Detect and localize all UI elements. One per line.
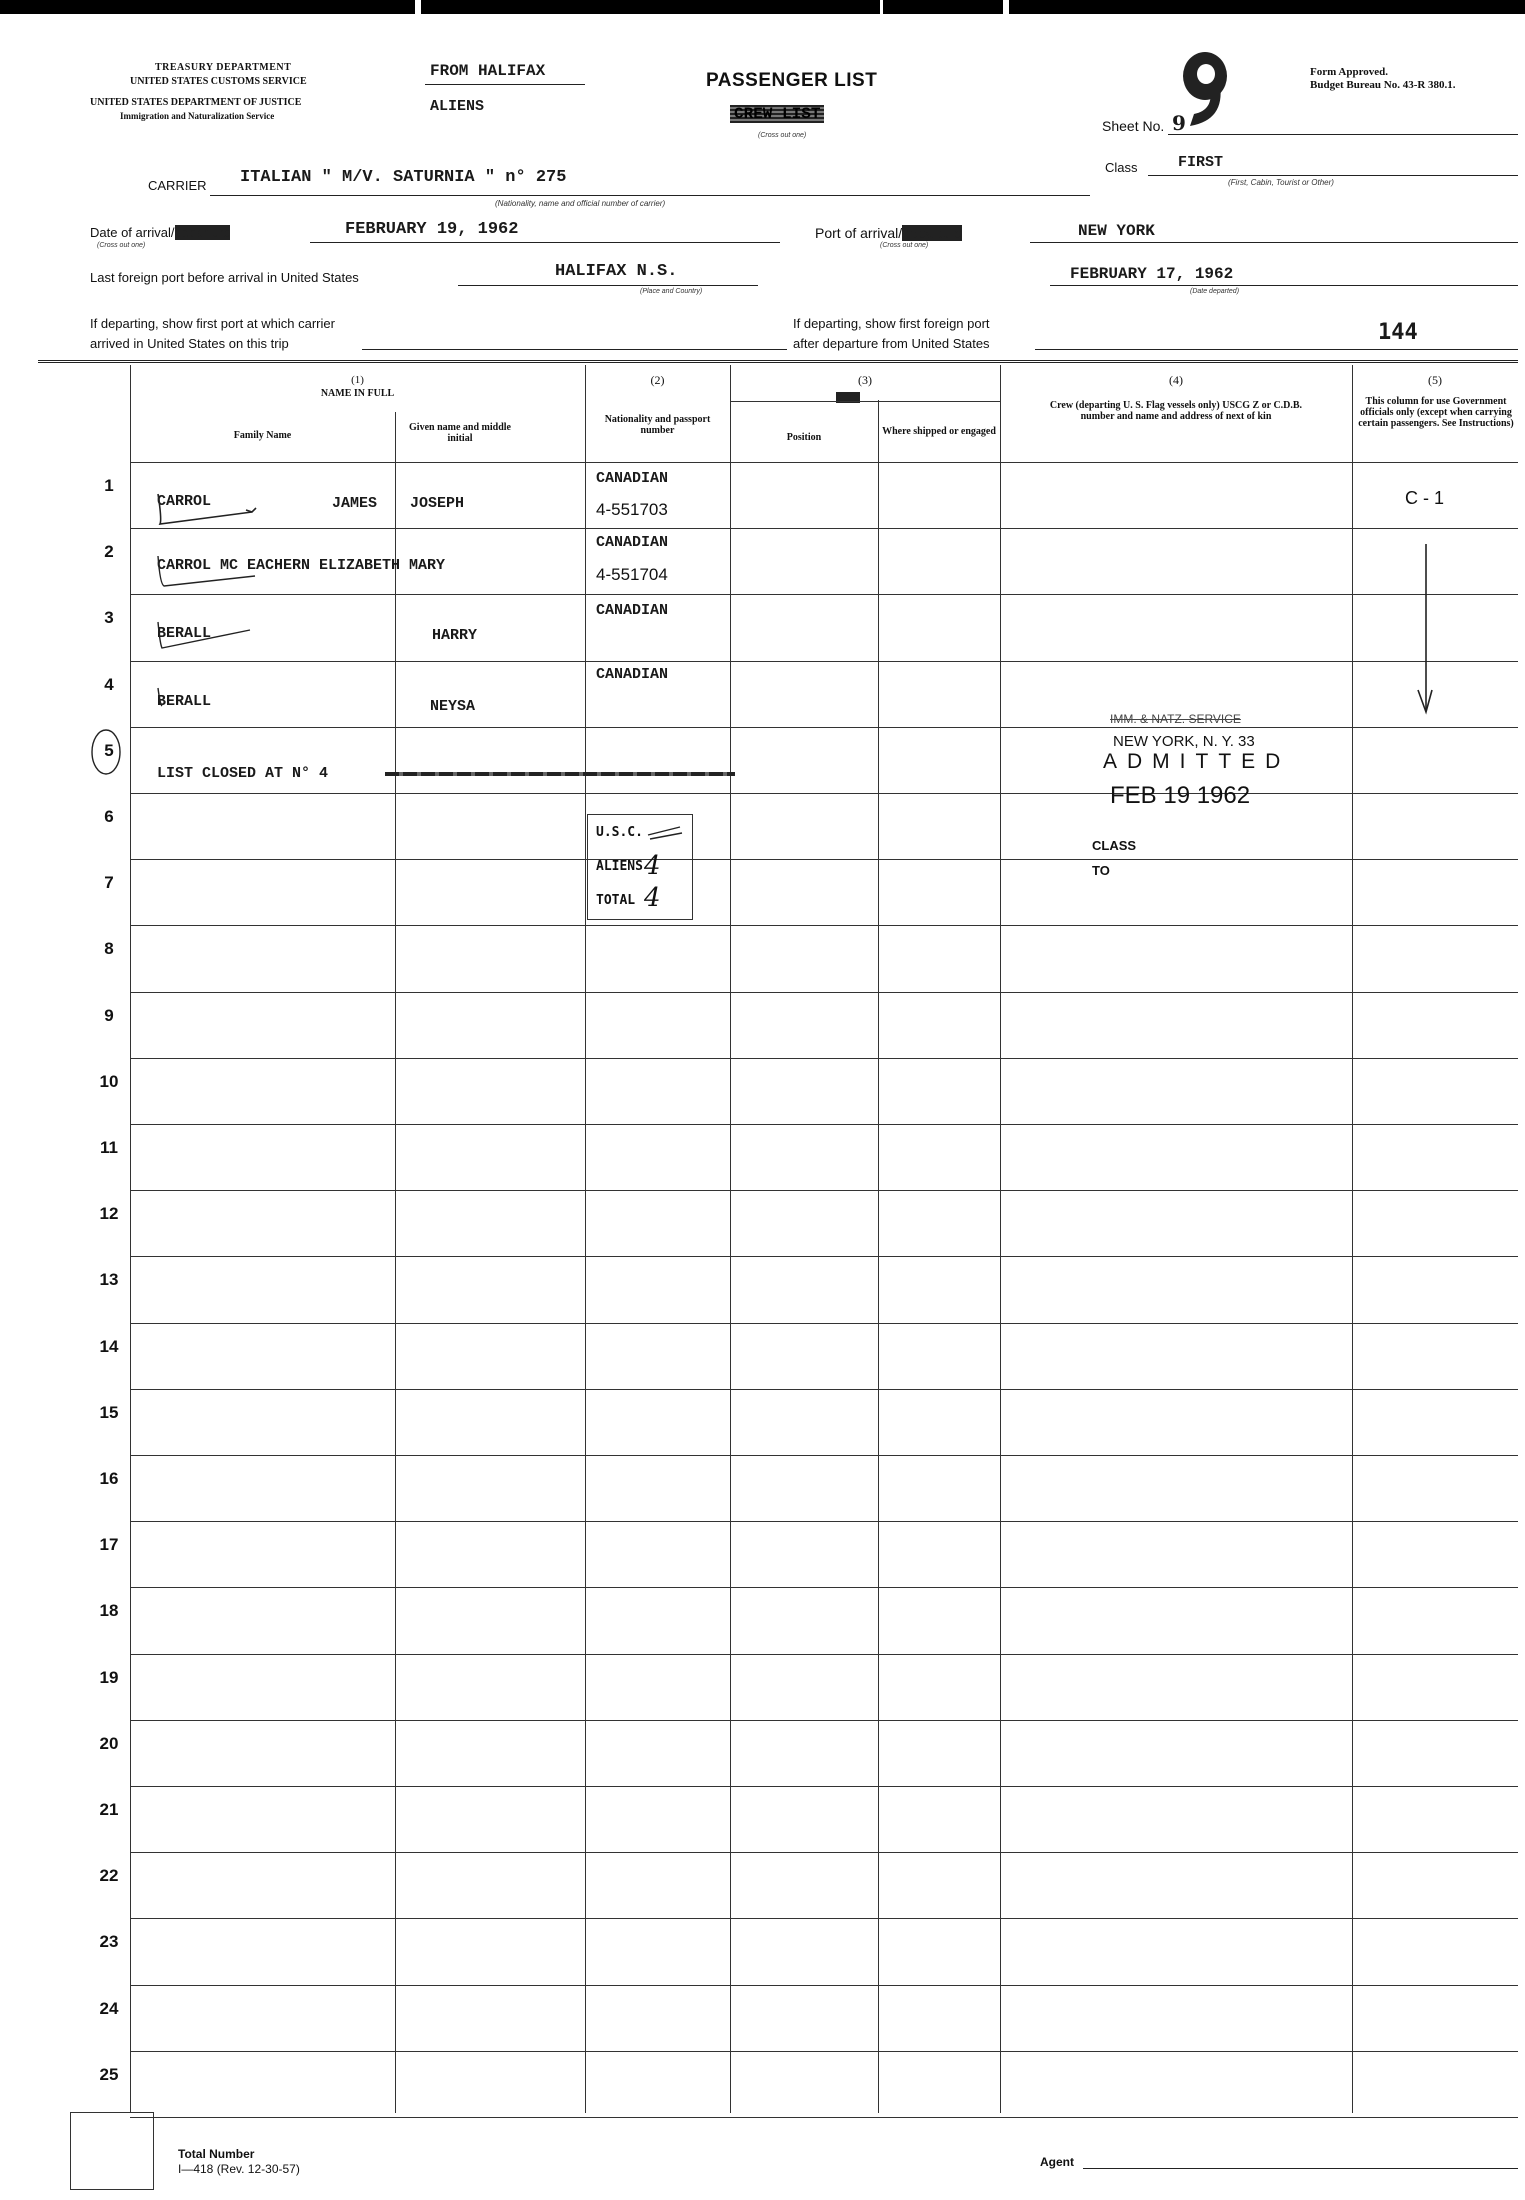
row-divider	[130, 1323, 1518, 1324]
col2-num: (2)	[650, 373, 665, 387]
family-name: CARROL MC EACHERN ELIZABETH MARY	[157, 557, 446, 574]
col3-num: (3)	[858, 373, 872, 387]
aliens-tally-label: ALIENS	[596, 859, 643, 874]
last-port-underline	[458, 285, 758, 286]
list-closed-note: LIST CLOSED AT N° 4	[157, 765, 329, 782]
family-name: BERALL	[157, 625, 212, 642]
arrival-cross-hint: (Cross out one)	[97, 242, 146, 249]
row-number: 7	[104, 873, 114, 893]
ditto-arrow	[1410, 540, 1450, 720]
usc-label: U.S.C.	[596, 825, 643, 840]
row-number: 24	[99, 1998, 119, 2018]
port-departure-struck: departure	[902, 225, 963, 241]
port-arrival-label-text: Port of arrival/	[815, 225, 903, 241]
row-number: 20	[99, 1733, 119, 1753]
row-divider	[130, 1720, 1518, 1721]
row-number: 21	[99, 1800, 119, 1819]
row-number: 16	[99, 1469, 119, 1488]
row-number: 3	[104, 608, 114, 628]
scan-gap	[415, 0, 421, 14]
where-shipped-header: Where shipped or engaged	[882, 426, 996, 437]
row-number: 25	[99, 2064, 119, 2084]
from-port-underline	[425, 84, 585, 85]
circled-row-five	[86, 728, 126, 788]
stamp-date: FEB 19 1962	[1110, 782, 1251, 809]
last-port-value: HALIFAX N.S.	[555, 262, 678, 281]
row-number: 23	[99, 1932, 119, 1952]
row-divider	[130, 859, 1518, 860]
col-line-official	[1352, 365, 1353, 2113]
given-name: JOSEPH	[410, 495, 465, 512]
nationality: CANADIAN	[596, 602, 669, 619]
col2-title: Nationality and passport number	[604, 414, 711, 436]
last-port-label: Last foreign port before arrival in United States	[90, 270, 359, 285]
col5-title: This column for use Government officials only (except when carrying certain passengers. See Instructions)	[1358, 396, 1514, 429]
sheet-label: Sheet No.	[1102, 118, 1165, 134]
foreign-line2: after departure from United States	[793, 336, 990, 351]
arrival-date-underline	[310, 242, 780, 243]
departing-underline	[362, 349, 787, 350]
row-divider	[130, 1654, 1518, 1655]
row-number: 22	[99, 1866, 119, 1886]
port-cross-hint: (Cross out one)	[880, 242, 929, 249]
total-number-label: Total Number	[178, 2147, 255, 2161]
row-divider	[130, 1786, 1518, 1787]
class-value: FIRST	[1178, 154, 1224, 171]
header-divider	[130, 462, 1518, 463]
aliens-tally-value: 4	[644, 851, 661, 881]
row-divider	[130, 1455, 1518, 1456]
col1-title: NAME IN FULL	[320, 388, 395, 399]
stamp-status: ADMITTED	[1103, 750, 1291, 773]
row-divider	[130, 1918, 1518, 1919]
row-number: 13	[99, 1270, 119, 1290]
scan-gap	[1003, 0, 1009, 14]
row-number: 14	[99, 1336, 119, 1356]
total-label: TOTAL	[596, 893, 636, 908]
treasury-dept: TREASURY DEPARTMENT	[155, 62, 292, 73]
stamp-class: CLASS	[1092, 838, 1137, 853]
class-hint: (First, Cabin, Tourist or Other)	[1228, 178, 1334, 187]
arrival-date-value: FEBRUARY 19, 1962	[345, 220, 519, 239]
justice-dept: UNITED STATES DEPARTMENT OF JUSTICE	[90, 97, 302, 108]
given-name-header: Given name and middle initial	[409, 422, 511, 444]
col-line-position	[730, 365, 731, 2113]
port-arrival-value: NEW YORK	[1078, 222, 1155, 240]
row-divider	[130, 793, 1518, 794]
col4-num: (4)	[1169, 373, 1183, 387]
last-port-date-underline	[1050, 285, 1518, 286]
row-divider	[130, 1256, 1518, 1257]
form-id: I—418 (Rev. 12-30-57)	[178, 2162, 300, 2176]
sheet-number: 9	[1172, 111, 1186, 135]
row-divider	[130, 1058, 1518, 1059]
nationality: CANADIAN	[596, 470, 669, 487]
row-number: 6	[104, 807, 114, 826]
nationality: CANADIAN	[596, 666, 669, 683]
stamp-to: TO	[1092, 863, 1110, 878]
table-top-rule	[38, 360, 1518, 363]
cross-out-hint: (Cross out one)	[758, 132, 807, 139]
budget-bureau: Budget Bureau No. 43-R 380.1.	[1310, 79, 1456, 91]
col3-divider	[730, 401, 1000, 402]
row-divider	[130, 2051, 1518, 2052]
given-name: HARRY	[432, 627, 478, 644]
last-port-date: FEBRUARY 17, 1962	[1070, 265, 1234, 283]
port-arrival-label	[815, 225, 962, 241]
agent-label: Agent	[1040, 2155, 1074, 2169]
carrier-underline	[210, 195, 1090, 196]
position-header: Position	[786, 432, 822, 443]
row-number: 4	[104, 674, 114, 694]
family-name-header: Family Name	[233, 430, 292, 441]
given-name: NEYSA	[430, 698, 476, 715]
total-value: 4	[644, 883, 661, 913]
row-number: 1	[104, 476, 114, 495]
tally-box	[587, 814, 693, 920]
row-number: 11	[100, 1138, 118, 1157]
arrival-date-label-text: Date of arrival/	[90, 225, 175, 240]
last-port-date-hint: (Date departed)	[1190, 288, 1240, 295]
class-underline	[1148, 175, 1518, 176]
row-number: 2	[104, 542, 114, 562]
row-divider	[130, 2117, 1518, 2118]
form-approved: Form Approved.	[1310, 66, 1389, 78]
usc-dash	[646, 823, 686, 843]
scan-top-border	[0, 0, 1525, 14]
arrival-date-label	[90, 225, 230, 240]
departure-struck: departure	[174, 225, 231, 240]
family-name: BERALL	[157, 693, 212, 710]
official-mark: C - 1	[1405, 488, 1445, 508]
passport-number: 4-551704	[596, 565, 668, 584]
nationality: CANADIAN	[596, 534, 669, 551]
list-closed-line	[385, 772, 735, 776]
row-divider	[130, 1389, 1518, 1390]
row-divider	[130, 1852, 1518, 1853]
scan-gap	[880, 0, 883, 14]
row-number: 17	[99, 1535, 119, 1555]
row-divider	[130, 1190, 1518, 1191]
carrier-hint: (Nationality, name and official number of carrier)	[495, 199, 666, 208]
row-divider	[130, 1985, 1518, 1986]
handwritten-ticks	[100, 480, 520, 780]
row-number: 9	[104, 1005, 114, 1025]
stamp-service: IMM. & NATZ. SERVICE	[1110, 712, 1241, 726]
row-number: 18	[99, 1601, 119, 1621]
row-number: 15	[99, 1402, 119, 1422]
passport-number: 4-551703	[596, 500, 668, 519]
crew-list-struck: CREW LIST	[730, 105, 824, 123]
row-number: 8	[104, 939, 114, 959]
stamp-city: NEW YORK, N. Y. 33	[1113, 733, 1255, 750]
row-divider	[130, 1587, 1518, 1588]
family-name: CARROL	[157, 493, 212, 510]
col-line-crew	[1000, 365, 1001, 2113]
agent-underline	[1083, 2168, 1518, 2169]
form-title: PASSENGER LIST	[706, 70, 878, 91]
foreign-underline	[1035, 349, 1518, 350]
row-divider	[130, 1521, 1518, 1522]
row-number: 12	[99, 1204, 119, 1224]
immigration-service: Immigration and Naturalization Service	[120, 111, 275, 121]
col1-num: (1)	[351, 374, 364, 386]
port-underline	[1030, 242, 1518, 243]
sheet-underline	[1168, 134, 1518, 135]
row-divider	[130, 925, 1518, 926]
row-number: 19	[99, 1667, 119, 1687]
from-port: FROM HALIFAX	[430, 62, 546, 80]
crew-struck: CREW	[836, 392, 861, 403]
foreign-line1: If departing, show first foreign port	[793, 316, 990, 331]
aliens-label: ALIENS	[430, 98, 485, 115]
carrier-label: CARRIER	[148, 178, 207, 193]
total-number-box	[70, 2112, 154, 2190]
col4-title: Crew (departing U. S. Flag vessels only) USCG Z or C.D.B. number and name and address of next of kin	[1049, 400, 1303, 422]
row-divider	[130, 1124, 1518, 1125]
row-number: 10	[99, 1071, 119, 1091]
departing-line1: If departing, show first port at which carrier	[90, 316, 335, 331]
customs-service: UNITED STATES CUSTOMS SERVICE	[130, 76, 307, 87]
col-line-nationality	[585, 365, 586, 2113]
col5-num: (5)	[1428, 373, 1442, 387]
departing-line2: arrived in United States on this trip	[90, 336, 289, 351]
page-number: 144	[1378, 320, 1418, 345]
class-label: Class	[1105, 160, 1138, 175]
last-port-hint: (Place and Country)	[640, 288, 703, 295]
carrier-value: ITALIAN " M/V. SATURNIA " n° 275	[240, 168, 567, 187]
given-prefix: JAMES	[332, 495, 378, 512]
row-divider	[130, 992, 1518, 993]
row-number: 5	[104, 740, 114, 760]
